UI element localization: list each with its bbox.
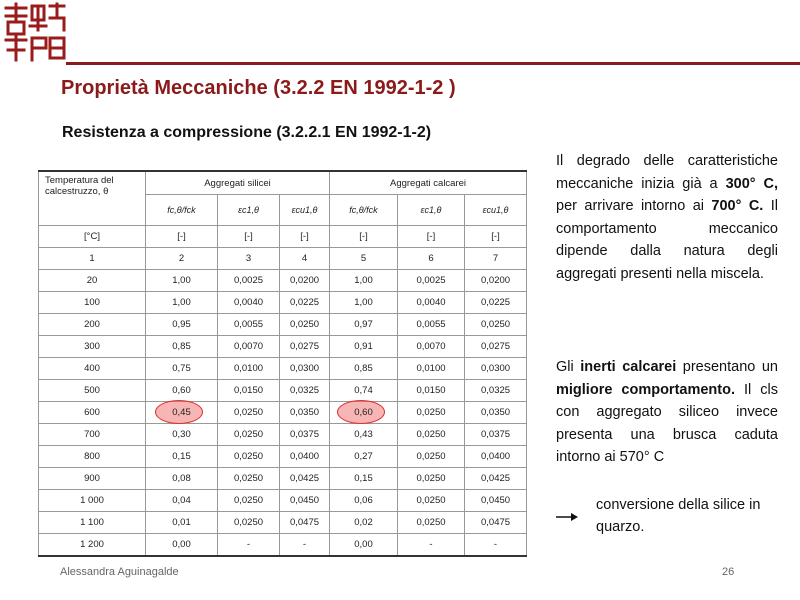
temperature-cell: 300 bbox=[39, 336, 146, 358]
value-cell: 0,0300 bbox=[280, 358, 330, 380]
text-run: Il degrado delle caratteristiche meccaniche inizia già a bbox=[556, 153, 778, 192]
value-cell: 0,0250 bbox=[218, 512, 280, 534]
value-cell: 0,0055 bbox=[218, 314, 280, 336]
text-run: per arrivare intorno ai bbox=[556, 198, 712, 214]
value-cell: 0,0150 bbox=[398, 380, 465, 402]
value-cell: 0,0250 bbox=[218, 424, 280, 446]
calcareous-aggregates-header: Aggregati calcarei bbox=[330, 171, 527, 195]
temperature-cell: 600 bbox=[39, 402, 146, 424]
slide-title: Proprietà Meccaniche (3.2.2 EN 1992-1-2 ) bbox=[61, 77, 456, 99]
value-cell: 0,0350 bbox=[280, 402, 330, 424]
value-cell: 0,0150 bbox=[218, 380, 280, 402]
value-cell: 0,0055 bbox=[398, 314, 465, 336]
value-cell: 0,0475 bbox=[465, 512, 527, 534]
value-cell: 0,0400 bbox=[465, 446, 527, 468]
aggregates-paragraph bbox=[556, 356, 778, 469]
value-cell: 0,0225 bbox=[280, 292, 330, 314]
value-cell: 0,0250 bbox=[398, 512, 465, 534]
degradation-paragraph bbox=[556, 150, 778, 285]
text-run: presentano un bbox=[676, 359, 778, 375]
value-cell: 0,0070 bbox=[218, 336, 280, 358]
value-cell: 0,0200 bbox=[280, 270, 330, 292]
value-cell: 0,0250 bbox=[218, 490, 280, 512]
value-cell: 0,08 bbox=[146, 468, 218, 490]
value-cell: 0,0070 bbox=[398, 336, 465, 358]
highlight-circle bbox=[354, 407, 373, 418]
value-cell: 0,27 bbox=[330, 446, 398, 468]
value-cell: 0,97 bbox=[330, 314, 398, 336]
unit-cell: [-] bbox=[218, 226, 280, 248]
value-cell: 0,0100 bbox=[218, 358, 280, 380]
text-run: Il comportamento meccanico dipende dalla natura degli aggregati presenti nella miscela. bbox=[556, 198, 778, 282]
value-cell: 0,0275 bbox=[280, 336, 330, 358]
temperature-cell: 900 bbox=[39, 468, 146, 490]
value-cell: 0,0450 bbox=[465, 490, 527, 512]
table-row bbox=[39, 424, 527, 446]
value-cell: 0,43 bbox=[330, 424, 398, 446]
university-logo-seal bbox=[0, 0, 68, 64]
unit-cell: [-] bbox=[280, 226, 330, 248]
value-cell: 0,0040 bbox=[218, 292, 280, 314]
text-run: Il cls con aggregato siliceo invece presenta una brusca caduta intorno ai 570° C bbox=[556, 381, 779, 465]
text-run-bold: migliore comportamento. bbox=[556, 381, 736, 398]
value-cell: 0,0225 bbox=[465, 292, 527, 314]
column-number-cell: 5 bbox=[330, 248, 398, 270]
value-cell: - bbox=[398, 534, 465, 557]
temperature-cell: 500 bbox=[39, 380, 146, 402]
value-cell: 0,0250 bbox=[218, 468, 280, 490]
table-row bbox=[39, 292, 527, 314]
value-cell: 0,0275 bbox=[465, 336, 527, 358]
value-cell bbox=[146, 402, 218, 424]
header-rule bbox=[66, 62, 800, 65]
value-cell: 0,0375 bbox=[280, 424, 330, 446]
value-cell: 1,00 bbox=[146, 270, 218, 292]
value-cell: 0,91 bbox=[330, 336, 398, 358]
value-cell: 0,0400 bbox=[280, 446, 330, 468]
value-cell: - bbox=[218, 534, 280, 557]
siliceous-aggregates-header: Aggregati silicei bbox=[146, 171, 330, 195]
value-cell: 0,95 bbox=[146, 314, 218, 336]
quartz-conversion-note: conversione della silice in quarzo. bbox=[596, 497, 761, 535]
value-cell: 0,75 bbox=[146, 358, 218, 380]
value-cell: 0,0025 bbox=[218, 270, 280, 292]
value-cell: 0,15 bbox=[146, 446, 218, 468]
highlight-circle bbox=[172, 407, 191, 418]
text-run-bold: 300° C, bbox=[725, 175, 778, 192]
table-row bbox=[39, 512, 527, 534]
table-row bbox=[39, 270, 527, 292]
value-cell: 0,0425 bbox=[280, 468, 330, 490]
temperature-cell: 1 200 bbox=[39, 534, 146, 557]
highlighted-value: 0,45 bbox=[172, 407, 191, 418]
value-cell: 0,0475 bbox=[280, 512, 330, 534]
value-cell: 0,60 bbox=[146, 380, 218, 402]
temperature-properties-table bbox=[38, 170, 526, 557]
text-run-bold: inerti calcarei bbox=[580, 359, 677, 375]
value-cell: - bbox=[465, 534, 527, 557]
column-number-cell: 4 bbox=[280, 248, 330, 270]
footer-author: Alessandra Aguinagalde bbox=[60, 566, 179, 578]
section-title: Resistenza a compressione (3.2.2.1 EN 1992-1-2) bbox=[62, 124, 432, 141]
column-number-cell: 2 bbox=[146, 248, 218, 270]
value-cell: 0,0375 bbox=[465, 424, 527, 446]
value-cell bbox=[330, 402, 398, 424]
column-number-cell: 6 bbox=[398, 248, 465, 270]
symbol-cell: εcu1,θ bbox=[465, 195, 527, 226]
value-cell: 0,0250 bbox=[398, 490, 465, 512]
temperature-cell: 1 100 bbox=[39, 512, 146, 534]
value-cell: 0,01 bbox=[146, 512, 218, 534]
value-cell: 0,74 bbox=[330, 380, 398, 402]
symbol-cell: fc,θ/fck bbox=[146, 195, 218, 226]
temperature-cell: 800 bbox=[39, 446, 146, 468]
value-cell: 0,15 bbox=[330, 468, 398, 490]
symbol-cell: εc1,θ bbox=[398, 195, 465, 226]
table-row bbox=[39, 468, 527, 490]
value-cell: 0,0250 bbox=[218, 446, 280, 468]
table-row bbox=[39, 336, 527, 358]
table-body bbox=[39, 270, 527, 557]
symbol-cell: fc,θ/fck bbox=[330, 195, 398, 226]
table-row bbox=[39, 380, 527, 402]
value-cell: 0,85 bbox=[146, 336, 218, 358]
highlighted-value: 0,60 bbox=[354, 407, 373, 418]
column-number-cell: 1 bbox=[39, 248, 146, 270]
temperature-cell: 700 bbox=[39, 424, 146, 446]
value-cell: - bbox=[280, 534, 330, 557]
text-run: Gli bbox=[556, 359, 581, 375]
value-cell: 0,0325 bbox=[280, 380, 330, 402]
value-cell: 0,0100 bbox=[398, 358, 465, 380]
unit-cell: [-] bbox=[146, 226, 218, 248]
value-cell: 0,0250 bbox=[398, 446, 465, 468]
value-cell: 0,0025 bbox=[398, 270, 465, 292]
value-cell: 0,0250 bbox=[398, 424, 465, 446]
temperature-cell: 1 000 bbox=[39, 490, 146, 512]
value-cell: 0,06 bbox=[330, 490, 398, 512]
value-cell: 0,00 bbox=[146, 534, 218, 557]
value-cell: 0,0325 bbox=[465, 380, 527, 402]
column-number-cell: 3 bbox=[218, 248, 280, 270]
table-row bbox=[39, 534, 527, 557]
table-row bbox=[39, 446, 527, 468]
value-cell: 1,00 bbox=[146, 292, 218, 314]
unit-cell: [-] bbox=[465, 226, 527, 248]
value-cell: 0,0300 bbox=[465, 358, 527, 380]
value-cell: 0,04 bbox=[146, 490, 218, 512]
temperature-cell: 400 bbox=[39, 358, 146, 380]
temperature-header: Temperatura del calcestruzzo, θ bbox=[39, 171, 146, 226]
symbol-cell: εc1,θ bbox=[218, 195, 280, 226]
value-cell: 0,0250 bbox=[398, 468, 465, 490]
value-cell: 0,0350 bbox=[465, 402, 527, 424]
value-cell: 0,30 bbox=[146, 424, 218, 446]
value-cell: 1,00 bbox=[330, 270, 398, 292]
text-run-bold: 700° C. bbox=[711, 198, 764, 214]
value-cell: 0,85 bbox=[330, 358, 398, 380]
table-row bbox=[39, 358, 527, 380]
value-cell: 0,0425 bbox=[465, 468, 527, 490]
value-cell: 0,02 bbox=[330, 512, 398, 534]
page-number: 26 bbox=[722, 566, 735, 578]
value-cell: 0,0250 bbox=[398, 402, 465, 424]
value-cell: 0,0250 bbox=[465, 314, 527, 336]
value-cell: 0,0040 bbox=[398, 292, 465, 314]
arrow-right-icon bbox=[556, 512, 578, 522]
unit-cell: [-] bbox=[398, 226, 465, 248]
value-cell: 0,0250 bbox=[218, 402, 280, 424]
unit-cell: [°C] bbox=[39, 226, 146, 248]
column-number-cell: 7 bbox=[465, 248, 527, 270]
temperature-cell: 100 bbox=[39, 292, 146, 314]
value-cell: 0,0450 bbox=[280, 490, 330, 512]
symbol-cell: εcu1,θ bbox=[280, 195, 330, 226]
temperature-cell: 200 bbox=[39, 314, 146, 336]
table-row bbox=[39, 490, 527, 512]
value-cell: 0,0250 bbox=[280, 314, 330, 336]
value-cell: 1,00 bbox=[330, 292, 398, 314]
value-cell: 0,0200 bbox=[465, 270, 527, 292]
table-row bbox=[39, 314, 527, 336]
unit-cell: [-] bbox=[330, 226, 398, 248]
value-cell: 0,00 bbox=[330, 534, 398, 557]
table-row bbox=[39, 402, 527, 424]
temperature-cell: 20 bbox=[39, 270, 146, 292]
